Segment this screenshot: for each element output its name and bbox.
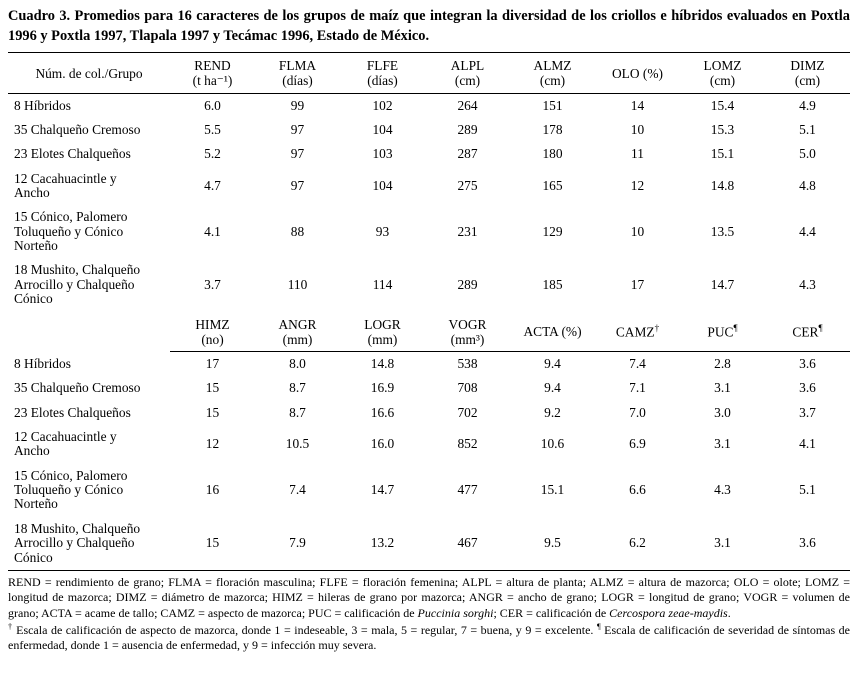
column-abbr: CAMZ xyxy=(615,324,655,340)
value-cell: 7.9 xyxy=(289,535,306,551)
footnote-scales xyxy=(8,622,850,654)
value-cell: 102 xyxy=(372,97,393,113)
value-cell: 4.8 xyxy=(799,177,816,193)
column-unit: (mm³) xyxy=(450,331,485,347)
column-header xyxy=(680,53,765,94)
column-abbr: ANGR xyxy=(278,316,317,332)
column-abbr: VOGR xyxy=(448,316,487,332)
group-column-header: Núm. de col./Grupo xyxy=(8,53,170,94)
value-cell: 16 xyxy=(205,482,220,498)
value-cell: 10 xyxy=(630,122,645,138)
footnote-definitions xyxy=(8,575,850,622)
value-cell: 9.2 xyxy=(544,404,561,420)
column-abbr: HIMZ xyxy=(195,316,230,332)
table-row xyxy=(8,205,850,258)
maize-diversity-table xyxy=(8,52,850,571)
value-cell: 15.3 xyxy=(710,122,735,138)
value-cell: 6.0 xyxy=(204,97,221,113)
column-abbr: CER xyxy=(792,324,819,340)
column-unit: (cm) xyxy=(709,73,736,89)
value-cell: 3.7 xyxy=(204,276,221,292)
value-cell: 3.6 xyxy=(799,535,816,551)
footnote-text: ; CER = calificación de xyxy=(493,606,610,621)
value-cell: 477 xyxy=(457,482,478,498)
value-cell: 103 xyxy=(372,146,393,162)
value-cell: 114 xyxy=(372,276,393,292)
species-name: Puccinia sorghi xyxy=(417,606,494,621)
column-header xyxy=(510,53,595,94)
column-header xyxy=(765,312,850,352)
footnote-text: REND = rendimiento de grano; FLMA = floración masculina; FLFE = floración femenina; ALPL = altura de planta; ALMZ = altura de mazorca; OLO = olote; LOMZ = longitud de mazorca; DIMZ = diámetro de mazorca; HIMZ = hileras de grano por mazorca; ANGR = ancho de grano; LOGR = longitud de grano; VOGR = volumen de grano; ACTA = acame de tallo; CAMZ = aspecto de mazorca; PUC = calificación de xyxy=(8,574,850,621)
footnote-text: Escala de calificación de aspecto de mazorca, donde 1 = indeseable, 3 = mala, 5 = regular, 7 = buena, y 9 = excelente. xyxy=(12,622,597,637)
dagger-icon: † xyxy=(8,621,13,631)
column-unit: (t ha⁻¹) xyxy=(192,73,233,89)
value-cell: 289 xyxy=(457,276,478,292)
value-cell: 14.7 xyxy=(370,482,395,498)
value-cell: 151 xyxy=(542,97,563,113)
value-cell: 3.1 xyxy=(714,535,731,551)
value-cell: 3.6 xyxy=(799,356,816,372)
column-abbr: FLFE xyxy=(366,58,399,74)
value-cell: 15.1 xyxy=(540,482,565,498)
value-cell: 5.1 xyxy=(799,122,816,138)
value-cell: 8.7 xyxy=(289,404,306,420)
value-cell: 12 xyxy=(205,436,220,452)
table-row xyxy=(8,352,850,377)
value-cell: 4.9 xyxy=(799,97,816,113)
value-cell: 6.6 xyxy=(629,482,646,498)
table-row xyxy=(8,464,850,517)
value-cell: 9.5 xyxy=(544,535,561,551)
column-abbr: ALMZ xyxy=(533,58,572,74)
value-cell: 5.0 xyxy=(799,146,816,162)
header-row-section1 xyxy=(8,53,850,94)
pilcrow-icon: ¶ xyxy=(818,323,823,334)
footnotes xyxy=(8,575,850,654)
group-name-cell: 18 Mushito, Chalqueño Arrocillo y Chalqueño Cónico xyxy=(14,262,141,307)
value-cell: 99 xyxy=(290,97,305,113)
column-abbr: LOMZ xyxy=(703,58,742,74)
value-cell: 852 xyxy=(457,436,478,452)
column-abbr: ALPL xyxy=(450,58,485,74)
group-name-cell: 15 Cónico, Palomero Toluqueño y Cónico Norteño xyxy=(14,467,128,512)
value-cell: 15.4 xyxy=(710,97,735,113)
empty-header-cell xyxy=(8,312,170,352)
value-cell: 7.1 xyxy=(629,380,646,396)
value-cell: 97 xyxy=(290,177,305,193)
column-unit: (cm) xyxy=(539,73,566,89)
group-name-cell: 23 Elotes Chalqueños xyxy=(14,404,131,420)
column-header xyxy=(170,312,255,352)
table-row xyxy=(8,93,850,118)
value-cell: 708 xyxy=(457,380,478,396)
value-cell: 4.1 xyxy=(204,223,221,239)
table-row xyxy=(8,425,850,464)
value-cell: 97 xyxy=(290,146,305,162)
value-cell: 13.5 xyxy=(710,223,735,239)
column-header xyxy=(425,312,510,352)
value-cell: 17 xyxy=(630,276,645,292)
value-cell: 15 xyxy=(205,535,220,551)
group-name-cell: 35 Chalqueño Cremoso xyxy=(14,122,141,138)
value-cell: 88 xyxy=(290,223,305,239)
value-cell: 185 xyxy=(542,276,563,292)
column-header xyxy=(765,53,850,94)
value-cell: 15.1 xyxy=(710,146,735,162)
value-cell: 6.2 xyxy=(629,535,646,551)
footnote-text: . xyxy=(727,606,731,621)
value-cell: 10.5 xyxy=(285,436,310,452)
column-header xyxy=(425,53,510,94)
table-row xyxy=(8,167,850,206)
value-cell: 4.4 xyxy=(799,223,816,239)
value-cell: 10.6 xyxy=(540,436,565,452)
column-abbr: FLMA xyxy=(278,58,317,74)
value-cell: 538 xyxy=(457,356,478,372)
column-abbr: ACTA (%) xyxy=(523,324,582,340)
column-abbr: REND xyxy=(194,58,231,74)
value-cell: 4.3 xyxy=(799,276,816,292)
value-cell: 16.0 xyxy=(370,436,395,452)
value-cell: 104 xyxy=(372,177,393,193)
footnote-text: Escala de calificación de severidad de síntomas de enfermedad, donde 1 = ausencia de enfermedad, y 9 = infección muy severa. xyxy=(8,622,850,653)
table-row xyxy=(8,401,850,425)
value-cell: 10 xyxy=(630,223,645,239)
value-cell: 15 xyxy=(205,380,220,396)
value-cell: 264 xyxy=(457,97,478,113)
group-name-cell: 35 Chalqueño Cremoso xyxy=(14,380,141,396)
column-header xyxy=(595,312,680,352)
value-cell: 3.1 xyxy=(714,436,731,452)
value-cell: 3.6 xyxy=(799,380,816,396)
value-cell: 93 xyxy=(375,223,390,239)
column-unit: (cm) xyxy=(794,73,821,89)
column-abbr: PUC xyxy=(707,324,734,340)
group-name-cell: 12 Cacahuacintle y Ancho xyxy=(14,170,117,201)
value-cell: 16.9 xyxy=(370,380,395,396)
value-cell: 8.0 xyxy=(289,356,306,372)
value-cell: 8.7 xyxy=(289,380,306,396)
value-cell: 7.4 xyxy=(289,482,306,498)
value-cell: 13.2 xyxy=(370,535,395,551)
table-row xyxy=(8,118,850,142)
dagger-icon: † xyxy=(654,323,660,334)
value-cell: 14 xyxy=(630,97,645,113)
column-header xyxy=(255,53,340,94)
column-abbr: OLO (%) xyxy=(612,65,663,81)
value-cell: 3.0 xyxy=(714,404,731,420)
pilcrow-icon: ¶ xyxy=(596,621,601,631)
value-cell: 16.6 xyxy=(370,404,395,420)
value-cell: 467 xyxy=(457,535,478,551)
column-unit: (días) xyxy=(282,73,313,89)
group-name-cell: 8 Híbridos xyxy=(14,97,71,113)
value-cell: 180 xyxy=(542,146,563,162)
group-name-cell: 8 Híbridos xyxy=(14,355,71,371)
value-cell: 4.7 xyxy=(204,177,221,193)
species-name: Cercospora zeae-maydis xyxy=(609,606,728,621)
column-abbr: LOGR xyxy=(364,316,401,332)
value-cell: 3.7 xyxy=(799,404,816,420)
column-header xyxy=(340,312,425,352)
pilcrow-icon: ¶ xyxy=(733,323,738,334)
column-unit: (cm) xyxy=(454,73,481,89)
value-cell: 7.0 xyxy=(629,404,646,420)
value-cell: 178 xyxy=(542,122,563,138)
column-header xyxy=(510,312,595,352)
value-cell: 7.4 xyxy=(629,356,646,372)
value-cell: 4.1 xyxy=(799,436,816,452)
value-cell: 2.8 xyxy=(714,356,731,372)
value-cell: 3.1 xyxy=(714,380,731,396)
group-name-cell: 12 Cacahuacintle y Ancho xyxy=(14,429,117,459)
group-name-cell: 15 Cónico, Palomero Toluqueño y Cónico Norteño xyxy=(14,209,128,254)
column-abbr: DIMZ xyxy=(790,58,825,74)
value-cell: 287 xyxy=(457,146,478,162)
column-unit: (días) xyxy=(367,73,398,89)
group-name-cell: 23 Elotes Chalqueños xyxy=(14,146,131,162)
group-name-cell: 18 Mushito, Chalqueño Arrocillo y Chalqueño Cónico xyxy=(14,520,141,565)
value-cell: 17 xyxy=(205,356,220,372)
column-header xyxy=(255,312,340,352)
column-unit: (no) xyxy=(201,331,224,347)
value-cell: 9.4 xyxy=(544,356,561,372)
column-unit: (mm) xyxy=(367,331,398,347)
value-cell: 275 xyxy=(457,177,478,193)
value-cell: 104 xyxy=(372,122,393,138)
value-cell: 4.3 xyxy=(714,482,731,498)
table-row xyxy=(8,142,850,166)
value-cell: 110 xyxy=(287,276,308,292)
value-cell: 14.8 xyxy=(710,177,735,193)
value-cell: 5.5 xyxy=(204,122,221,138)
column-unit: (mm) xyxy=(282,331,313,347)
value-cell: 231 xyxy=(457,223,478,239)
value-cell: 6.9 xyxy=(629,436,646,452)
value-cell: 97 xyxy=(290,122,305,138)
value-cell: 9.4 xyxy=(544,380,561,396)
value-cell: 129 xyxy=(542,223,563,239)
value-cell: 11 xyxy=(631,146,644,162)
table-row xyxy=(8,376,850,400)
header-row-section2 xyxy=(8,312,850,352)
column-header xyxy=(680,312,765,352)
value-cell: 14.8 xyxy=(370,356,395,372)
value-cell: 12 xyxy=(630,177,645,193)
value-cell: 289 xyxy=(457,122,478,138)
column-header xyxy=(340,53,425,94)
value-cell: 5.2 xyxy=(204,146,221,162)
table-title: Cuadro 3. Promedios para 16 caracteres de los grupos de maíz que integran la diversidad de los criollos e híbridos evaluados en Poxtla 1996 y Poxtla 1997, Tlapala 1997 y Tecámac 1996, Estado de México. xyxy=(8,8,850,44)
value-cell: 702 xyxy=(457,404,478,420)
column-header xyxy=(595,53,680,94)
table-row xyxy=(8,517,850,571)
value-cell: 5.1 xyxy=(799,482,816,498)
value-cell: 14.7 xyxy=(710,276,735,292)
value-cell: 15 xyxy=(205,404,220,420)
value-cell: 165 xyxy=(542,177,563,193)
column-header xyxy=(170,53,255,94)
table-row xyxy=(8,258,850,311)
